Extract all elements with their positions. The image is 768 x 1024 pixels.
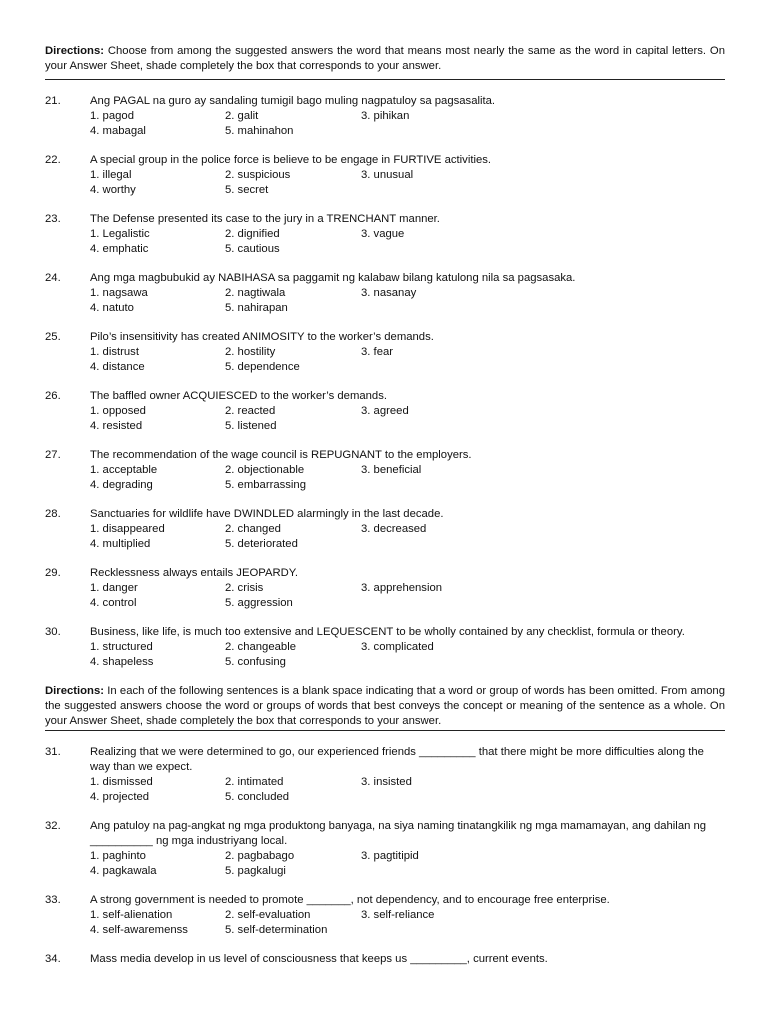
question-number: 30. [45,626,61,638]
question-number: 34. [45,953,61,965]
question-item [45,153,725,198]
question-body [90,153,725,198]
question-item [45,448,725,493]
answer-option: 4. resisted [90,420,143,432]
question-number: 23. [45,213,61,225]
answer-option: 4. pagkawala [90,865,157,877]
answer-option: 3. pihikan [361,110,410,122]
answer-option: 1. pagod [90,110,134,122]
answer-option: 5. concluded [225,791,290,803]
answer-option: 2. pagbabago [225,850,295,862]
answer-option: 5. mahinahon [225,125,294,137]
answer-option: 3. nasanay [361,287,417,299]
answer-option: 4. mabagal [90,125,146,137]
answer-option: 5. cautious [225,243,280,255]
answer-option: 2. reacted [225,405,276,417]
question-item [45,566,725,611]
answer-option: 2. crisis [225,582,264,594]
question-text: Sanctuaries for wildlife have DWINDLED alarmingly in the last decade. [90,508,444,520]
options-row [90,864,725,879]
answer-option: 4. degrading [90,479,153,491]
answer-option: 5. embarrassing [225,479,306,491]
question-item [45,625,725,670]
question-body [90,507,725,552]
answer-option: 2. changed [225,523,281,535]
question-text: Ang patuloy na pag-angkat ng mga produktong banyaga, na siya naming tinatangkilik ng mga mamamayan, ang dahilan ng __________ ng mga industriyang local. [90,820,707,847]
question-body [90,448,725,493]
question-number: 26. [45,390,61,402]
question-number: 25. [45,331,61,343]
answer-option: 4. worthy [90,184,136,196]
answer-option: 4. emphatic [90,243,149,255]
question-body [90,893,725,938]
answer-option: 4. control [90,597,137,609]
options-row [90,923,725,938]
answer-option: 3. complicated [361,641,434,653]
question-body [90,625,725,670]
answer-option: 3. pagtitipid [361,850,419,862]
directions-label: Directions: [45,685,105,697]
answer-option: 4. self-awaremenss [90,924,188,936]
options-row [90,537,725,552]
answer-option: 4. multiplied [90,538,151,550]
answer-option: 3. unusual [361,169,414,181]
options-row [90,419,725,434]
answer-option: 5. self-determination [225,924,328,936]
exam-page [45,44,725,981]
answer-option: 5. secret [225,184,269,196]
answer-option: 2. self-evaluation [225,909,311,921]
options-row [90,286,725,301]
question-item [45,507,725,552]
answer-option: 1. distrust [90,346,139,358]
answer-option: 2. nagtiwala [225,287,286,299]
question-body [90,952,725,967]
question-text: The recommendation of the wage council is REPUGNANT to the employers. [90,449,472,461]
question-body [90,389,725,434]
options-row [90,227,725,242]
answer-option: 1. paghinto [90,850,146,862]
question-item [45,819,725,879]
directions-section-1 [45,44,725,74]
options-row [90,849,725,864]
question-text: Pilo’s insensitivity has created ANIMOSITY to the worker’s demands. [90,331,434,343]
answer-option: 1. structured [90,641,153,653]
answer-option: 1. Legalistic [90,228,150,240]
question-number: 24. [45,272,61,284]
answer-option: 4. shapeless [90,656,154,668]
question-text: Realizing that we were determined to go, our experienced friends _________ that there might be more difficulties along the way than we expect. [90,746,704,773]
options-row [90,908,725,923]
question-text: Ang mga magbubukid ay NABIHASA sa paggamit ng kalabaw bilang katulong nila sa pagsasaka. [90,272,576,284]
answer-option: 5. deteriorated [225,538,298,550]
answer-option: 4. natuto [90,302,134,314]
answer-option: 3. apprehension [361,582,443,594]
question-text: The Defense presented its case to the jury in a TRENCHANT manner. [90,213,440,225]
question-list-1 [45,94,725,670]
options-row [90,124,725,139]
answer-option: 4. projected [90,791,150,803]
answer-option: 4. distance [90,361,145,373]
answer-option: 5. nahirapan [225,302,288,314]
options-row [90,168,725,183]
answer-option: 2. dignified [225,228,280,240]
question-item [45,893,725,938]
answer-option: 1. acceptable [90,464,158,476]
question-number: 31. [45,746,61,758]
answer-option: 2. galit [225,110,259,122]
question-text: Business, like life, is much too extensive and LEQUESCENT to be wholly contained by any checklist, formula or theory. [90,626,685,638]
question-text: The baffled owner ACQUIESCED to the worker’s demands. [90,390,388,402]
section-divider [45,79,725,80]
question-body [90,212,725,257]
directions-text: Choose from among the suggested answers the word that means most nearly the same as the word in capital letters. On your Answer Sheet, shade completely the box that corresponds to your answer. [45,45,725,72]
question-number: 22. [45,154,61,166]
answer-option: 3. agreed [361,405,409,417]
answer-option: 1. illegal [90,169,132,181]
options-row [90,242,725,257]
answer-option: 3. vague [361,228,405,240]
answer-option: 1. self-alienation [90,909,173,921]
options-row [90,109,725,124]
answer-option: 3. insisted [361,776,412,788]
question-item [45,389,725,434]
directions-section-2 [45,684,725,729]
question-body [90,819,725,879]
question-item [45,952,725,967]
question-number: 33. [45,894,61,906]
answer-option: 5. confusing [225,656,286,668]
answer-option: 2. intimated [225,776,284,788]
answer-option: 5. dependence [225,361,300,373]
question-number: 32. [45,820,61,832]
answer-option: 5. listened [225,420,277,432]
question-body [90,745,725,805]
answer-option: 1. disappeared [90,523,165,535]
section-divider [45,730,725,731]
options-row [90,581,725,596]
question-item [45,212,725,257]
question-item [45,271,725,316]
question-number: 29. [45,567,61,579]
question-body [90,330,725,375]
options-row [90,478,725,493]
question-body [90,271,725,316]
answer-option: 2. changeable [225,641,296,653]
answer-option: 2. objectionable [225,464,305,476]
question-text: A strong government is needed to promote _______, not dependency, and to encourage free enterprise. [90,894,610,906]
options-row [90,404,725,419]
question-text: Ang PAGAL na guro ay sandaling tumigil bago muling nagpatuloy sa pagsasalita. [90,95,496,107]
answer-option: 1. opposed [90,405,146,417]
question-text: A special group in the police force is believe to be engage in FURTIVE activities. [90,154,492,166]
question-list-2 [45,745,725,967]
directions-text: In each of the following sentences is a blank space indicating that a word or group of words has been omitted. From among the suggested answers choose the word or groups of words that best conveys the concept or meaning of the sentence as a whole. On your Answer Sheet, shade completely the box that corresponds to your answer. [45,685,725,727]
answer-option: 1. danger [90,582,138,594]
answer-option: 1. dismissed [90,776,153,788]
options-row [90,640,725,655]
question-body [90,94,725,139]
options-row [90,301,725,316]
question-item [45,745,725,805]
answer-option: 2. hostility [225,346,276,358]
options-row [90,775,725,790]
question-item [45,330,725,375]
options-row [90,522,725,537]
directions-label: Directions: [45,45,105,57]
answer-option: 1. nagsawa [90,287,148,299]
answer-option: 5. pagkalugi [225,865,286,877]
options-row [90,655,725,670]
question-body [90,566,725,611]
answer-option: 2. suspicious [225,169,291,181]
answer-option: 3. beneficial [361,464,422,476]
options-row [90,360,725,375]
question-number: 27. [45,449,61,461]
question-number: 28. [45,508,61,520]
answer-option: 3. decreased [361,523,427,535]
options-row [90,596,725,611]
options-row [90,463,725,478]
options-row [90,345,725,360]
question-item [45,94,725,139]
question-number: 21. [45,95,61,107]
answer-option: 5. aggression [225,597,293,609]
options-row [90,790,725,805]
answer-option: 3. self-reliance [361,909,435,921]
answer-option: 3. fear [361,346,394,358]
options-row [90,183,725,198]
question-text: Mass media develop in us level of consciousness that keeps us _________, current events. [90,953,548,965]
question-text: Recklessness always entails JEOPARDY. [90,567,299,579]
